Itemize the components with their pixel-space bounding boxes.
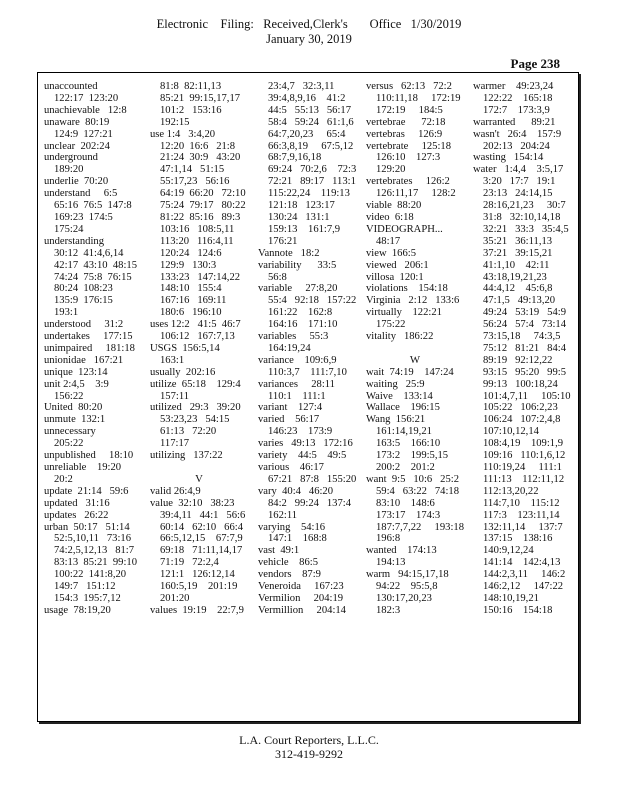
index-entry: vertebrae 72:18: [366, 116, 446, 128]
index-entry: vary 40:4 46:20: [258, 485, 334, 497]
filing-stamp: [0, 17, 618, 47]
index-entry: 106:24 107:2,4,8: [483, 414, 561, 426]
index-entry: 202:13 204:24: [483, 140, 550, 152]
index-entry: 150:16 154:18: [483, 604, 553, 616]
index-entry: video 6:18: [366, 211, 414, 223]
index-entry: undertakes 177:15: [44, 331, 133, 343]
index-entry: want 9:5 10:6 25:2: [366, 473, 459, 485]
index-entry: 64:7,20,23 65:4: [268, 128, 346, 140]
index-entry: 67:21 87:8 155:20: [268, 473, 357, 485]
index-entry: 112:13,20,22: [483, 485, 539, 497]
index-entry: 43:18,19,21,23: [483, 271, 547, 283]
index-entry: 205:22: [54, 438, 84, 450]
index-entry: usage 78:19,20: [44, 604, 111, 616]
index-entry: 113:20 116:4,11: [160, 235, 234, 247]
index-entry: 120:24 124:6: [160, 247, 222, 259]
index-entry: 180:6 196:10: [160, 307, 222, 319]
index-entry: 61:13 72:20: [160, 426, 217, 438]
index-entry: variances 28:11: [258, 378, 335, 390]
index-entry: 194:13: [376, 557, 406, 569]
index-entry: 100:22 141:8,20: [54, 569, 127, 581]
index-entry: 83:13 85:21 99:10: [54, 557, 137, 569]
index-entry: utilized 29:3 39:20: [150, 402, 241, 414]
index-entry: variables 55:3: [258, 331, 329, 343]
index-entry: versus 62:13 72:2: [366, 81, 452, 92]
index-entry: uses 12:2 41:5 46:7: [150, 319, 241, 331]
index-entry: variable 27:8,20: [258, 283, 338, 295]
index-entry: 126:10 127:3: [376, 152, 441, 164]
filing-stamp-line: Electronic Filing: Received,Clerk's Office 1/30/2019: [156, 17, 462, 31]
index-entry: 122:17 123:20: [54, 92, 119, 104]
index-entry: 48:17: [376, 235, 401, 247]
index-entry: 121:18 123:17: [268, 200, 335, 212]
index-entry: 132:11,14 137:7: [483, 521, 563, 533]
index-entry: 3:20 17:7 19:1: [483, 176, 556, 188]
index-entry: United 80:20: [44, 402, 103, 414]
index-entry: values 19:19 22:7,9: [150, 604, 244, 616]
index-entry: 71:19 72:2,4: [160, 557, 219, 569]
index-entry: 109:16 110:1,6,12: [483, 450, 566, 462]
index-entry: 146:2,12 147:22: [483, 581, 564, 593]
index-entry: vast 49:1: [258, 545, 300, 557]
index-entry: 69:24 70:2,6 72:3: [268, 164, 357, 176]
index-entry: 154:3 195:7,12: [54, 592, 121, 604]
index-entry: Virginia 2:12 133:6: [366, 295, 460, 307]
index-entry: 103:16 108:5,11: [160, 223, 235, 235]
index-entry: 81:22 85:16 89:3: [160, 211, 241, 223]
index-entry: viable 88:20: [366, 200, 422, 212]
index-entry: unnecessary: [44, 426, 96, 438]
index-entry: unaccounted: [44, 81, 98, 92]
section-letter: V: [195, 472, 203, 485]
index-entry: usually 202:16: [150, 366, 216, 378]
index-column-3: [258, 81, 356, 617]
index-entry: Vermillion 204:14: [258, 604, 346, 616]
index-entry: 144:2,3,11 146:2: [483, 569, 566, 581]
index-entry: 164:16 171:10: [268, 319, 338, 331]
index-entry: unit 2:4,5 3:9: [44, 378, 109, 390]
index-entry: 172:19 184:5: [376, 104, 443, 116]
index-entry: 173:17 174:3: [376, 509, 441, 521]
index-entry: 135:9 176:15: [54, 295, 113, 307]
index-entry: 110:11,18 172:19: [376, 92, 461, 104]
index-entry: view 166:5: [366, 247, 417, 259]
index-entry: vertebras 126:9: [366, 128, 443, 140]
index-entry: unionidae 167:21: [44, 354, 124, 366]
index-entry: 30:12 41:4,6,14: [54, 247, 124, 259]
index-entry: Wang 156:21: [366, 414, 426, 426]
index-entry: 107:10,12,14: [483, 426, 539, 438]
index-entry: vertebrates 126:2: [366, 176, 450, 188]
index-entry: utilize 65:18 129:4: [150, 378, 241, 390]
index-entry: villosa 120:1: [366, 271, 424, 283]
index-entry: 39:4,11 44:1 56:6: [160, 509, 246, 521]
index-entry: 130:24 131:1: [268, 211, 330, 223]
index-entry: 32:21 33:3 35:4,5: [483, 223, 569, 235]
index-entry: 121:1 126:12,14: [160, 569, 235, 581]
index-entry: 83:10 148:6: [376, 497, 435, 509]
index-entry: 146:23 173:9: [268, 426, 333, 438]
index-entry: 147:1 168:8: [268, 533, 327, 545]
index-entry: 129:20: [376, 164, 406, 176]
index-entry: 23:13 24:14,15: [483, 188, 553, 200]
index-entry: 173:2 199:5,15: [376, 450, 449, 462]
index-entry: 117:3 123:11,14: [483, 509, 560, 521]
index-entry: 161:22 162:8: [268, 307, 333, 319]
index-entry: 111:13 112:11,12: [483, 473, 565, 485]
index-entry: 74:2,5,12,13 81:7: [54, 545, 135, 557]
index-entry: underlie 70:20: [44, 176, 109, 188]
index-entry: 156:22: [54, 390, 84, 402]
index-entry: variant 127:4: [258, 402, 323, 414]
index-entry: 110:19,24 111:1: [483, 462, 562, 473]
index-entry: vitality 186:22: [366, 331, 434, 343]
index-entry: water 1:4,4 3:5,17: [473, 164, 564, 176]
index-entry: 175:24: [54, 223, 84, 235]
index-entry: 161:14,19,21: [376, 426, 432, 438]
footer-company: L.A. Court Reporters, L.L.C.: [239, 733, 379, 747]
index-entry: 81:8 82:11,13: [160, 81, 222, 92]
index-entry: 148:10,19,21: [483, 592, 539, 604]
index-entry: 101:2 153:16: [160, 104, 222, 116]
index-entry: 105:22 106:2,23: [483, 402, 558, 414]
index-entry: 172:7 173:3,9: [483, 104, 550, 116]
index-entry: 175:22: [376, 319, 406, 331]
index-entry: 65:16 76:5 147:8: [54, 200, 132, 212]
index-entry: wasn't 26:4 157:9: [473, 128, 562, 140]
index-entry: 28:16,21,23 30:7: [483, 200, 566, 212]
index-entry: 169:23 174:5: [54, 211, 113, 223]
index-entry: 187:7,7,22 193:18: [376, 521, 464, 533]
index-entry: unique 123:14: [44, 366, 108, 378]
index-entry: understand 6:5: [44, 188, 118, 200]
index-entry: urban 50:17 51:14: [44, 521, 130, 533]
index-entry: violations 154:18: [366, 283, 448, 295]
index-entry: warranted 89:21: [473, 116, 556, 128]
index-entry: 167:16 169:11: [160, 295, 227, 307]
index-entry: 75:12 81:21 84:4: [483, 342, 566, 354]
index-entry: 130:17,20,23: [376, 592, 432, 604]
index-entry: 94:22 95:5,8: [376, 581, 438, 593]
index-entry: 157:11: [160, 390, 190, 402]
index-entry: varies 49:13 172:16: [258, 438, 353, 450]
index-entry: unmute 132:1: [44, 414, 106, 426]
index-entry: 176:21: [268, 235, 298, 247]
index-entry: 110:1 111:1: [268, 390, 326, 402]
index-entry: 58:4 59:24 61:1,6: [268, 116, 354, 128]
index-entry: varying 54:16: [258, 521, 326, 533]
index-entry: utilizing 137:22: [150, 450, 223, 462]
index-entry: 66:5,12,15 67:7,9: [160, 533, 243, 545]
index-entry: 164:19,24: [268, 342, 311, 354]
index-entry: vehicle 86:5: [258, 557, 319, 569]
index-entry: variability 33:5: [258, 259, 337, 271]
index-entry: wait 74:19 147:24: [366, 366, 454, 378]
index-entry: 72:21 89:17 113:1: [268, 176, 356, 188]
index-entry: 193:1: [54, 307, 79, 319]
index-entry: 42:17 43:10 48:15: [54, 259, 137, 271]
index-entry: 133:23 147:14,22: [160, 271, 241, 283]
index-entry: 64:19 66:20 72:10: [160, 188, 246, 200]
index-entry: Vermilion 204:19: [258, 592, 344, 604]
index-entry: 163:5 166:10: [376, 438, 441, 450]
index-entry: 47:1,14 51:15: [160, 164, 225, 176]
index-entry: 56:24 57:4 73:14: [483, 319, 566, 331]
index-entry: waiting 25:9: [366, 378, 425, 390]
index-entry: Wallace 196:15: [366, 402, 440, 414]
index-entry: 140:9,12,24: [483, 545, 534, 557]
index-entry: 141:14 142:4,13: [483, 557, 561, 569]
page-number: Page 238: [510, 56, 560, 71]
index-entry: Waive 133:14: [366, 390, 433, 402]
index-entry: various 46:17: [258, 462, 324, 473]
index-entry: 60:14 62:10 66:4: [160, 521, 243, 533]
index-entry: 35:21 36:11,13: [483, 235, 553, 247]
index-entry: 53:23,23 54:15: [160, 414, 230, 426]
index-entry: 201:20: [160, 592, 190, 604]
index-entry: 37:21 39:15,21: [483, 247, 553, 259]
index-entry: update 21:14 59:6: [44, 485, 129, 497]
index-entry: variance 109:6,9: [258, 354, 337, 366]
index-entry: 117:17: [160, 438, 190, 450]
index-column-1: [44, 81, 137, 617]
index-entry: 159:13 161:7,9: [268, 223, 341, 235]
index-entry: vendors 87:9: [258, 569, 321, 581]
index-entry: unachievable 12:8: [44, 104, 127, 116]
index-entry: 23:4,7 32:3,11: [268, 81, 335, 92]
index-entry: varied 56:17: [258, 414, 320, 426]
footer-phone: 312-419-9292: [275, 747, 343, 761]
index-entry: 44:4,12 45:6,8: [483, 283, 553, 295]
index-entry: viewed 206:1: [366, 259, 429, 271]
index-entry: 20:2: [54, 473, 73, 485]
index-entry: 80:24 108:23: [54, 283, 113, 295]
index-entry: 93:15 95:20 99:5: [483, 366, 566, 378]
index-entry: 73:15,18 74:3,5: [483, 331, 561, 343]
index-entry: 114:7,10 115:12: [483, 497, 560, 509]
index-entry: 149:7 151:12: [54, 581, 116, 593]
index-entry: 126:11,17 128:2: [376, 188, 456, 200]
index-entry: 55:17,23 56:16: [160, 176, 230, 188]
index-entry: VIDEOGRAPH...: [366, 223, 443, 235]
index-entry: updates 26:22: [44, 509, 109, 521]
index-entry: 44:5 55:13 56:17: [268, 104, 351, 116]
index-entry: warm 94:15,17,18: [366, 569, 449, 581]
index-entry: virtually 122:21: [366, 307, 442, 319]
index-entry: 12:20 16:6 21:8: [160, 140, 236, 152]
index-entry: unclear 202:24: [44, 140, 110, 152]
index-entry: Vannote 18:2: [258, 247, 320, 259]
index-entry: 49:24 53:19 54:9: [483, 307, 566, 319]
index-entry: 101:4,7,11 105:10: [483, 390, 571, 402]
index-entry: 162:11: [268, 509, 298, 521]
index-entry: unimpaired 181:18: [44, 342, 135, 354]
index-entry: unaware 80:19: [44, 116, 110, 128]
index-column-2: [150, 81, 248, 617]
index-entry: warmer 49:23,24: [473, 81, 554, 92]
index-entry: 137:15 138:16: [483, 533, 553, 545]
index-entry: 85:21 99:15,17,17: [160, 92, 241, 104]
index-box: [37, 72, 579, 722]
index-entry: 192:15: [160, 116, 190, 128]
index-entry: 52:5,10,11 73:16: [54, 533, 132, 545]
index-entry: variety 44:5 49:5: [258, 450, 347, 462]
index-entry: 41:1,10 42:11: [483, 259, 550, 271]
index-entry: 74:24 75:8 76:15: [54, 271, 132, 283]
index-entry: 31:8 32:10,14,18: [483, 211, 561, 223]
index-entry: 110:3,7 111:7,10: [268, 366, 347, 378]
index-entry: 47:1,5 49:13,20: [483, 295, 556, 307]
index-entry: valid 26:4,9: [150, 485, 201, 497]
index-entry: understood 31:2: [44, 319, 124, 331]
index-entry: 66:3,8,19 67:5,12: [268, 140, 354, 152]
index-column-5: [473, 81, 571, 617]
index-entry: 55:4 92:18 157:22: [268, 295, 357, 307]
index-entry: unreliable 19:20: [44, 462, 122, 473]
index-entry: 163:1: [160, 354, 185, 366]
index-entry: 59:4 63:22 74:18: [376, 485, 459, 497]
index-entry: 21:24 30:9 43:20: [160, 152, 241, 164]
index-entry: understanding: [44, 235, 105, 247]
index-entry: Veneroida 167:23: [258, 581, 344, 593]
index-entry: 56:8: [268, 271, 287, 283]
index-entry: 68:7,9,16,18: [268, 152, 322, 164]
section-letter: W: [409, 353, 421, 366]
index-entry: 84:2 99:24 137:4: [268, 497, 351, 509]
index-entry: unpublished 18:10: [44, 450, 134, 462]
index-entry: 129:9 130:3: [160, 259, 217, 271]
index-entry: 189:20: [54, 164, 84, 176]
index-entry: 122:22 165:18: [483, 92, 553, 104]
index-entry: 69:18 71:11,14,17: [160, 545, 243, 557]
index-entry: 124:9 127:21: [54, 128, 113, 140]
filing-date: January 30, 2019: [266, 32, 352, 46]
index-entry: 89:19 92:12,22: [483, 354, 553, 366]
index-entry: 99:13 100:18,24: [483, 378, 558, 390]
index-entry: updated 31:16: [44, 497, 110, 509]
index-entry: 200:2 201:2: [376, 462, 435, 473]
index-column-4: [366, 81, 464, 617]
index-entry: 75:24 79:17 80:22: [160, 200, 246, 212]
index-entry: 106:12 167:7,13: [160, 331, 235, 343]
index-entry: vertebrate 125:18: [366, 140, 452, 152]
index-entry: wanted 174:13: [366, 545, 437, 557]
index-entry: 148:10 155:4: [160, 283, 222, 295]
index-entry: underground: [44, 152, 98, 164]
index-entry: 182:3: [376, 604, 401, 616]
page-footer: [0, 733, 618, 761]
index-entry: 160:5,19 201:19: [160, 581, 238, 593]
index-entry: 108:4,19 109:1,9: [483, 438, 564, 450]
index-entry: 196:8: [376, 533, 401, 545]
index-entry: 39:4,8,9,16 41:2: [268, 92, 346, 104]
index-entry: USGS 156:5,14: [150, 342, 220, 354]
index-entry: wasting 154:14: [473, 152, 544, 164]
index-entry: use 1:4 3:4,20: [150, 128, 216, 140]
index-entry: 115:22,24 119:13: [268, 188, 350, 200]
index-entry: value 32:10 38:23: [150, 497, 235, 509]
